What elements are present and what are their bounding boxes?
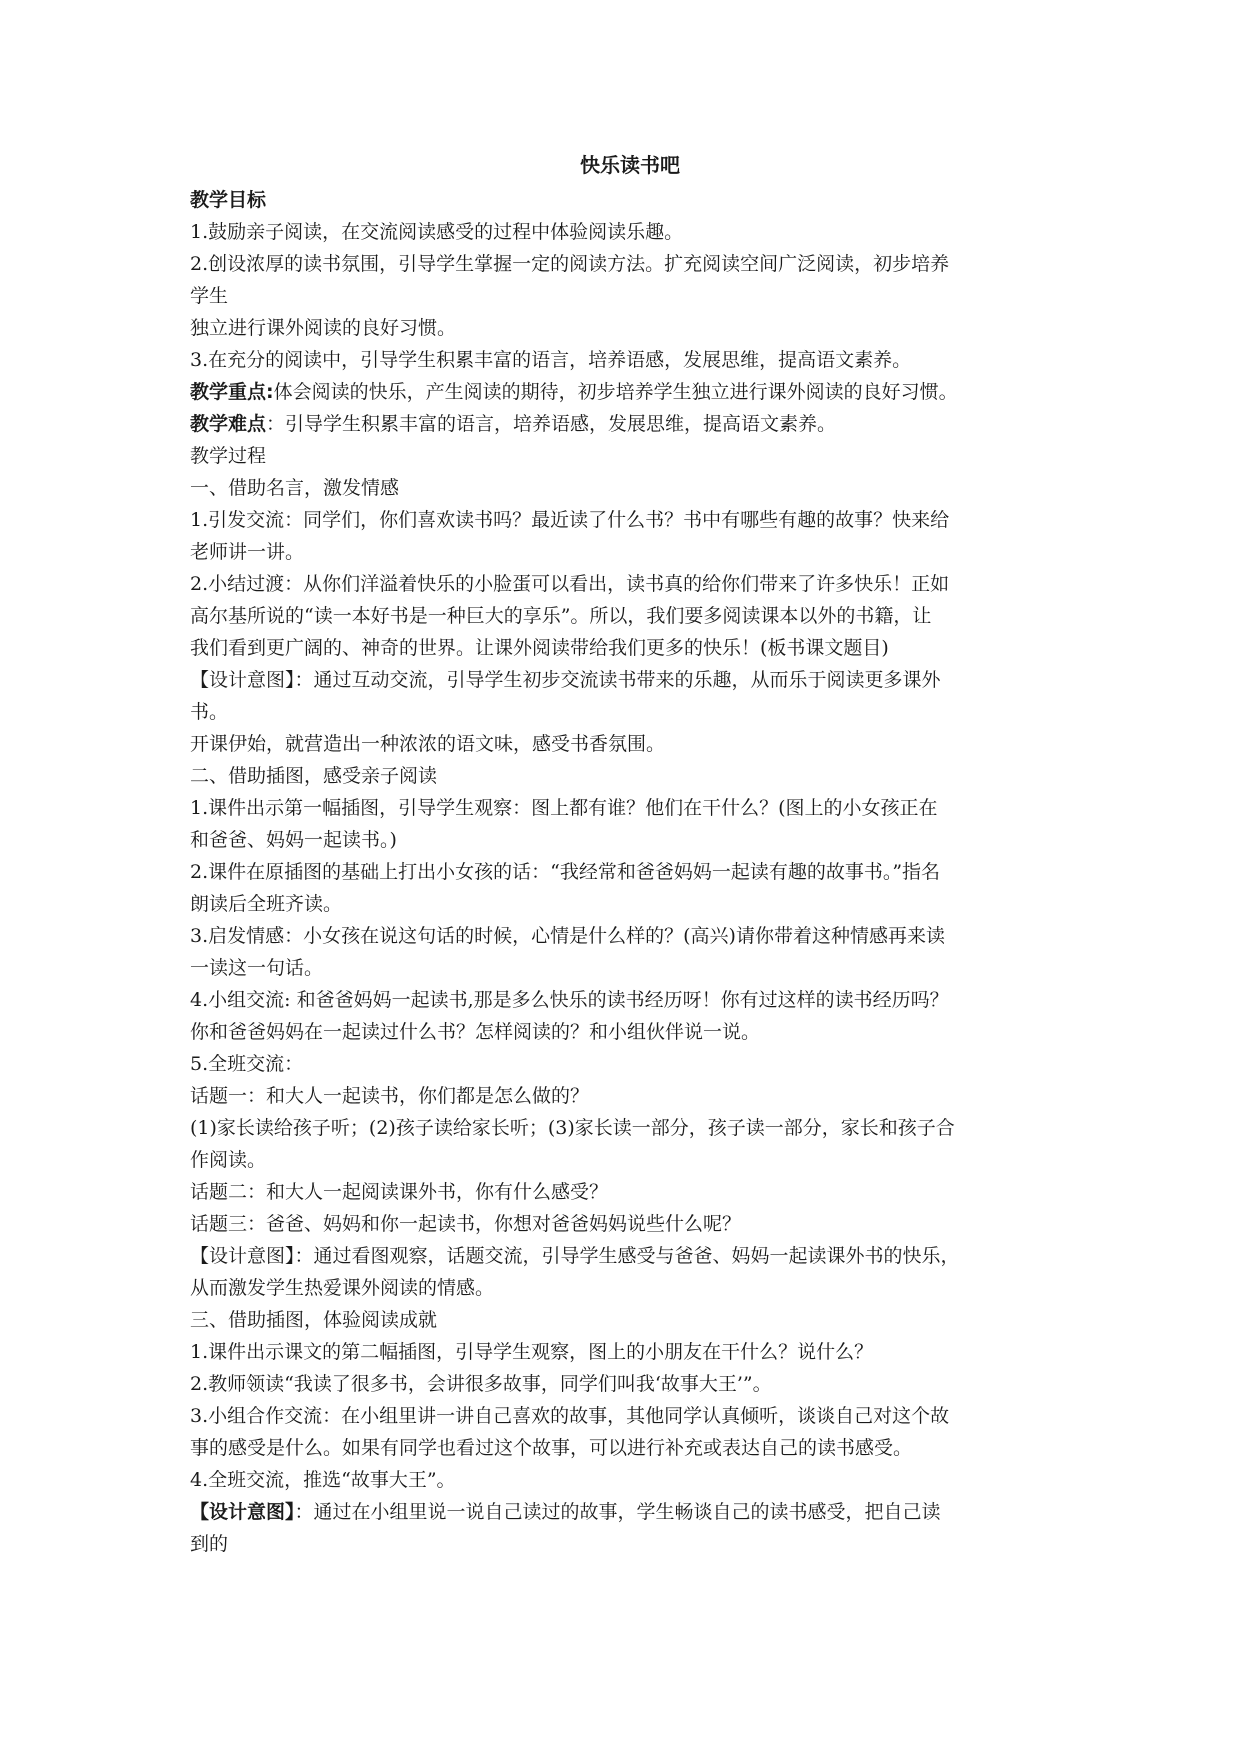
section-2-item-1-line-2: 和爸爸、妈妈一起读书。) [190,829,397,851]
section-2-item-1-line-1: 1.课件出示第一幅插图，引导学生观察：图上都有谁？他们在干什么？(图上的小女孩正在 [190,797,938,819]
section-2-item-4-line-2: 你和爸爸妈妈在一起读过什么书？怎样阅读的？和小组伙伴说一说。 [190,1021,761,1043]
section-2-topic-1-answer-line-2: 作阅读。 [190,1149,267,1171]
section-3-item-1: 1.课件出示课文的第二幅插图，引导学生观察，图上的小朋友在干什么？说什么？ [190,1341,874,1363]
section-3-item-3-line-1: 3.小组合作交流：在小组里讲一讲自己喜欢的故事，其他同学认真倾听，谈谈自己对这个故 [190,1405,950,1427]
section-1-title: 一、借助名言，激发情感 [190,477,400,499]
section-2-item-2-line-2: 朗读后全班齐读。 [190,893,343,915]
goal-2-line-3: 独立进行课外阅读的良好习惯。 [190,317,457,339]
section-2-design-line-1: 【设计意图】：通过看图观察，话题交流，引导学生感受与爸爸、妈妈一起读课外书的快乐， [190,1245,960,1267]
key-point [190,376,1070,408]
goal-3: 3.在充分的阅读中，引导学生积累丰富的语言，培养语感，发展思维，提高语文素养。 [190,349,912,371]
goal-2-line-2: 学生 [190,285,229,307]
section-2-item-3-line-2: 一读这一句话。 [190,957,324,979]
section-2-item-4-line-1: 4.小组交流: 和爸爸妈妈一起读书,那是多么快乐的读书经历呀！你有过这样的读书经历吗？ [190,989,949,1011]
section-2-item-5: 5.全班交流： [190,1053,304,1075]
goal-1: 1.鼓励亲子阅读，在交流阅读感受的过程中体验阅读乐趣。 [190,221,684,243]
section-2-title: 二、借助插图，感受亲子阅读 [190,765,438,787]
section-3-design-line-2: 到的 [190,1533,229,1555]
section-3-design-line-1 [190,1496,1070,1528]
goals-heading: 教学目标 [190,189,267,211]
difficult-point [190,408,1070,440]
section-3-item-4: 4.全班交流，推选“故事大王”。 [190,1469,456,1491]
section-1-design-line-2: 书。 [190,701,229,723]
section-2-item-3-line-1: 3.启发情感：小女孩在说这句话的时候，心情是什么样的？(高兴)请你带着这种情感再来读 [190,925,945,947]
document-page [190,150,1070,1560]
difficult-point-text: ：引导学生积累丰富的语言，培养语感，发展思维，提高语文素养。 [266,413,837,435]
section-1-design-line-1: 【设计意图】：通过互动交流，引导学生初步交流读书带来的乐趣，从而乐于阅读更多课外 [190,669,941,691]
section-1-item-2-line-3: 我们看到更广阔的、神奇的世界。让课外阅读带给我们更多的快乐！(板书课文题目) [190,637,889,659]
section-3-design-text: ：通过在小组里说一说自己读过的故事，学生畅谈自己的读书感受，把自己读 [294,1501,941,1523]
section-3-item-2: 2.教师领读“我读了很多书，会讲很多故事，同学们叫我‘故事大王’”。 [190,1373,772,1395]
section-3-item-3-line-2: 事的感受是什么。如果有同学也看过这个故事，可以进行补充或表达自己的读书感受。 [190,1437,913,1459]
section-2-design-line-2: 从而激发学生热爱课外阅读的情感。 [190,1277,495,1299]
difficult-point-label: 教学难点 [190,413,267,435]
section-1-item-2-line-2: 高尔基所说的“读一本好书是一种巨大的享乐”。所以，我们要多阅读课本以外的书籍，让 [190,605,932,627]
document-title: 快乐读书吧 [580,153,680,177]
process-heading: 教学过程 [190,445,267,467]
section-1-design-line-3: 开课伊始，就营造出一种浓浓的语文味，感受书香氛围。 [190,733,666,755]
section-3-design-label: 【设计意图】 [190,1501,295,1523]
section-1-item-2-line-1: 2.小结过渡：从你们洋溢着快乐的小脸蛋可以看出，读书真的给你们带来了许多快乐！正如 [190,573,950,595]
section-1-item-1-line-1: 1.引发交流：同学们，你们喜欢读书吗？最近读了什么书？书中有哪些有趣的故事？快来给 [190,509,950,531]
section-2-topic-1-answer-line-1: (1)家长读给孩子听；(2)孩子读给家长听；(3)家长读一部分，孩子读一部分，家长和孩子合 [190,1117,955,1139]
section-2-topic-1: 话题一：和大人一起读书，你们都是怎么做的？ [190,1085,590,1107]
key-point-text: 体会阅读的快乐，产生阅读的期待，初步培养学生独立进行课外阅读的良好习惯。 [273,381,958,403]
section-3-title: 三、借助插图，体验阅读成就 [190,1309,438,1331]
section-2-topic-3: 话题三：爸爸、妈妈和你一起读书，你想对爸爸妈妈说些什么呢？ [190,1213,742,1235]
goal-2-line-1: 2.创设浓厚的读书氛围，引导学生掌握一定的阅读方法。扩充阅读空间广泛阅读，初步培养 [190,253,950,275]
key-point-label: 教学重点: [190,381,274,403]
section-2-topic-2: 话题二：和大人一起阅读课外书，你有什么感受？ [190,1181,609,1203]
section-2-item-2-line-1: 2.课件在原插图的基础上打出小女孩的话：“我经常和爸爸妈妈一起读有趣的故事书。”指名 [190,861,941,883]
section-1-item-1-line-2: 老师讲一讲。 [190,541,305,563]
